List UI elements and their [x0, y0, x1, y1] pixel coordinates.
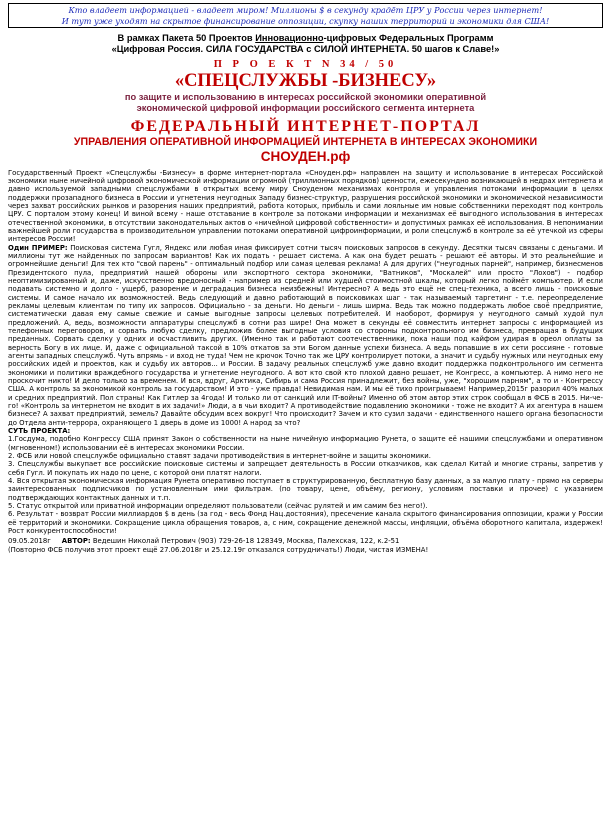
example-text: Поисковая система Гугл, Яндекс или любая иная фиксирует сотни тысяч поисковых запросов в секунду. Десятки тысяч связаны с деньгами. И миллионы тут же найденных по запросам вариантов! Как их подать - решает система. А как она будет решать - решают её авторы. И это реальнейшие и огромнейшие деньги! Для тех кто "свой парень" - оптимальный подбор или самая целевая реклама! А для других ("неугодных парней", например, бизнесменов Президентского пула, предприятий нашей обороны или экспортного сектора экономики, "Ватников", "Москалей" или просто "Лохов") - подбор неоптимизированный и, даже, искусственно вредоносный - например из средней или худшей стоимостной шкалы, который легко поймёт компьютер. И если подавать системно и долго - ущерб, разорение и деградация бизнеса неизбежны! Интересно? А ведь это ещё не спец-техника, а всего лишь - поисковые системы. И самое начало их возможностей. Ведь следующий и давно работающий в поисковиках шаг - так называемый таргетинг - т.е. переопределение рекламы целевым клиентам по типу их запросов. Официально - за деньги. Но деньги - лишь ширма. Ведь так можно поддержать любое своё предприятие, систематически давая ему самые свежие и самые выгодные запросы целевых потребителей. И наоборот, формируя у неугодного самый худой пул предложений. А, ведь, возможности аппаратуры спецслужб в сотни раз шире! Она может в секунды её совместить интернет запросы с информацией из телефонных переговоров, и сорвать любую сделку, предложив более выгодные условия со стороны подконтрольного им бизнеса, превращая в будущих преданных. Сорвать сделку у одних и осчастливить других. (Именно так и работают соотечественники, пока наши под кайфом удирая в ореол оплаты за верность Богу в их лице. И, даже с официальной таксой в 10% откатов за эти Богом данные успехи бизнеса. А ведь попавшие в их сети россияне - готовые агенты западных спецслужб. Чуть впрямь - и вход не туда! Чем не крючок Точно так же ЦРУ контролирует потоки, а значит и судьбу нужных или неугодных ему российских идей и проектов, как и судьбу их авторов... и России. В задачу реальных спецслужб уже давно входит поддержка подконтрольного им сегмента экономики и политики враждебного государства и угнетение неугодного. А вот кто свой кто плохой давно решает, не Конгресс, а компьютер. А нимо него не проскочит никто! И дело только за временем. И вся, вдруг, Арктика, Сибирь и сама Россия принадлежит, без войны, уже, "хорошим парням", а то и - Конгрессу США. А контроль за экономикой контроль за государством! И это - уже правда! Невидимая нам. И мы её тихо проигрываем! Например,2015г разорил 40% малых и средних предприятий. Пол страны! Как Гитлер за 4года! И только ли от санкций или IT-войны? Именно об этом автор этих строк сообщал в ФСБ в 2015. Ни-че-го! «Контроль за интернетом не входит в их задачи!» Люди, а в чьи входит? А противодействие подавлению экономики - тоже не входит? А их агентура в нашем бизнесе? А захват предприятий, земель? Давайте обсудим всех вокруг! Что происходит? Зачем и кто сузил задачи - единственного нашего органа безопасности до Отдела анти-террора, охраняющего 1 дверь в доме из 1000! А народ за что? [8, 243, 603, 427]
example-paragraph [8, 244, 603, 427]
list-item: 3. Спецслужбы выкупает все российские поисковые системы и запрещает деятельность в России отказчиков, как сделал Китай и многие страны, запретив у себя Гугл. И покупать их надо по цене, с которой они платят налоги. [8, 460, 603, 477]
list-item: 1.Госдума, подобно Конгрессу США принят Закон о собственности на ныне ничейную информацию Рунета, о защите её нашими спецслужбами и оперативном (мгновенном!) использовании её в интересах экономики России. [8, 435, 603, 452]
project-title: «СПЕЦСЛУЖБЫ -БИЗНЕСУ» [174, 70, 437, 91]
author-info: Ведешин Николай Петрович (903) 729-26-18 128349, Москва, Палехская, 122, к.2-51 [92, 537, 400, 546]
subtitle-line-1: по защите и использованию в интересах российской экономики оперативной [124, 91, 487, 102]
package-prefix: В рамках Пакета 50 Проектов [117, 33, 256, 43]
subtitle-line-2: экономической цифровой информации российского сегмента интернета [136, 102, 475, 113]
portal-subheading: УПРАВЛЕНИЯ ОПЕРАТИВНОЙ ИНФОРМАЦИЕЙ ИНТЕРНЕТА В ИНТЕРЕСАХ ЭКОНОМИКИ [73, 135, 538, 148]
footer-note: (Повторно ФСБ получив этот проект ещё 27.06.2018г и 25.12.19г отказался сотрудничать!) Люди, чистая ИЗМЕНА! [8, 545, 429, 554]
banner-line-1: Кто владеет информацией - владеет миром! Миллионы $ в секунду крадёт ЦРУ у России через интернет! [68, 5, 543, 15]
footer-date: 09.05.2018г [8, 537, 51, 546]
project-number: П Р О Е К Т N 34 / 50 [213, 58, 398, 70]
footer [6, 537, 605, 554]
list-item: 6. Результат - возврат России миллиардов $ в день (за год - весь Фонд Нац.достояния), пресечение канала скрытого финансирования оппозиции, кражи у России её территорий и экономики. Сокращение цикла обращения товаров, а, с ним, сокращение денежной массы, инфляции, объёма оборотного капитала, издержек! Рост конкурентоспособности! [8, 510, 603, 535]
portal-heading: ФЕДЕРАЛЬНЫЙ ИНТЕРНЕТ-ПОРТАЛ [130, 117, 481, 135]
footer-line-1 [8, 537, 603, 545]
top-banner [8, 3, 603, 28]
list-item: 2. ФСБ или новой спецслужбе официально ставят задачи противодействия в интернет-войне и защиты экономики. [8, 451, 431, 460]
package-line-1 [6, 33, 605, 44]
list-item: 4. Вся открытая экономическая информация Рунета оперативно поступает в структурированную, бесплатную базу данных, а за малую плату - прямо на серверы заинтересованных подписчиков по установленным ими фильтрам. (по товару, цене, объёму, региону, условиям поставки и прочее) с указанием подтверждающих контактных данных и т.п. [8, 476, 603, 502]
document-body [6, 169, 605, 535]
banner-line-2: И тут уже уходят на скрытое финансирование оппозиции, скупку наших территорий и экономики для США! [61, 15, 550, 26]
section-title: СУТЬ ПРОЕКТА: [8, 426, 71, 435]
package-heading [6, 33, 605, 56]
package-underlined: Инновационно [255, 33, 324, 43]
intro-paragraph: Государственный Проект «Спецслужбы -Бизнесу» в форме интернет-портала «Сноуден.рф» направлен на защиту и использование в интересах Российской экономики ныне ничейной цифровой экономической информации огромной (триллионных порядков) ценности, ежесекундно возникающей в недрах интернета и давно используемой западными спецслужбами в открытых всему миру Сноуденом механизмах контроля и управления потоками информации в целях поддержки прозападного бизнеса в России и угнетения неугодных Западу бизнес-структур, разрушения российской экономики и экономической независимости через захват российских рынков и разорения наших предприятий, работа которых, прибыль и сами лояльные им новые собственники переходят под контроль ЦРУ. С порталом этому конец! И виной всему - наше отставание в контроле за потоками информации и механизмах её выгодного использования в интересах отечественной экономики, в отсутствии законодательных актов о «ничейной цифровой собственности» и допустимых рамках её использования. В непонимании важнейшей роли государства в производительном управлении потоками оперативной цифроинформации, и роли спецслужб в контроле за её утечкой из сферы интересов России! [8, 168, 603, 244]
site-name: СНОУДЕН.рф [260, 148, 351, 164]
project-subtitle [6, 92, 605, 114]
example-label: Один ПРИМЕР: [8, 243, 68, 252]
author-label: АВТОР: [61, 537, 91, 546]
list-item: 5. Статус открытой или приватной информации определяют пользователи (сейчас рулятей и им самим без него!). [8, 501, 428, 510]
package-line-2: «Цифровая Россия. СИЛА ГОСУДАРСТВА с СИЛОЙ ИНТЕРНЕТА. 50 шагов к Славе!» [111, 44, 500, 55]
package-suffix: -цифровых Федеральных Программ [323, 33, 494, 43]
